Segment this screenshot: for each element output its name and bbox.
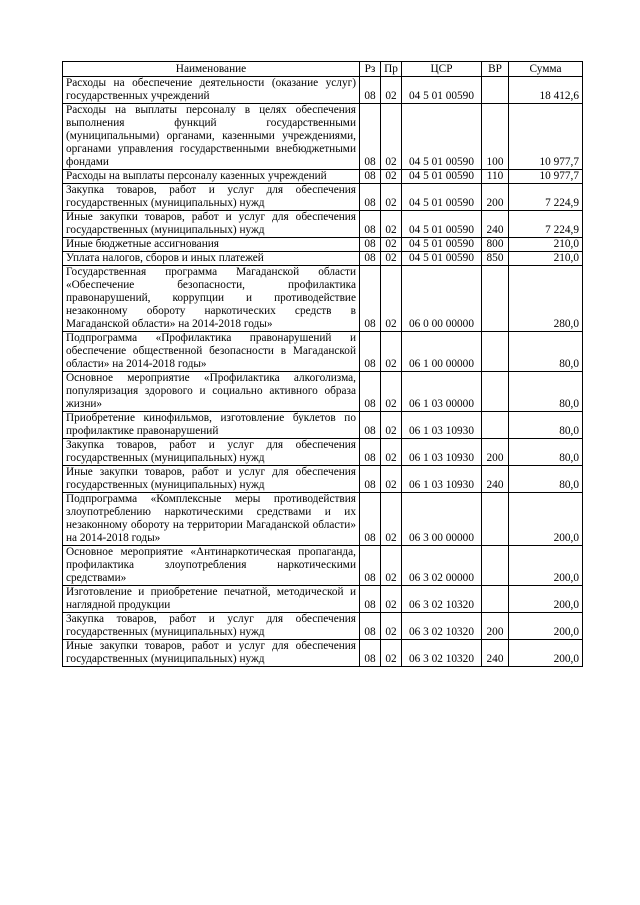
table-row: [63, 332, 583, 372]
table-header-row: [63, 62, 583, 77]
cell-rz: 08: [360, 104, 381, 170]
budget-table: [62, 61, 583, 667]
table-row: [63, 238, 583, 252]
header-vr: ВР: [482, 62, 509, 77]
cell-vr: 200: [482, 184, 509, 211]
cell-rz: 08: [360, 252, 381, 266]
cell-name: Закупка товаров, работ и услуг для обеспечения государственных (муниципальных) нужд: [63, 439, 360, 466]
cell-pr: 02: [381, 184, 402, 211]
cell-sum: 210,0: [509, 238, 583, 252]
cell-csr: 04 5 01 00590: [402, 104, 482, 170]
cell-csr: 04 5 01 00590: [402, 238, 482, 252]
cell-rz: 08: [360, 266, 381, 332]
cell-vr: 240: [482, 466, 509, 493]
cell-name: Изготовление и приобретение печатной, методической и наглядной продукции: [63, 586, 360, 613]
cell-vr: 200: [482, 439, 509, 466]
cell-name: Закупка товаров, работ и услуг для обеспечения государственных (муниципальных) нужд: [63, 184, 360, 211]
table-row: [63, 104, 583, 170]
cell-vr: [482, 266, 509, 332]
table-row: [63, 613, 583, 640]
cell-sum: 80,0: [509, 372, 583, 412]
cell-sum: 80,0: [509, 439, 583, 466]
cell-sum: 7 224,9: [509, 184, 583, 211]
cell-name: Расходы на выплаты персоналу в целях обеспечения выполнения функций государственными (муниципальными) органами, казенными учреждениями, органами управления государственными внебюджетными фондами: [63, 104, 360, 170]
cell-rz: 08: [360, 613, 381, 640]
cell-vr: 240: [482, 640, 509, 667]
cell-vr: [482, 546, 509, 586]
cell-name: Основное мероприятие «Антинаркотическая пропаганда, профилактика злоупотребления наркотическими средствами»: [63, 546, 360, 586]
cell-sum: 80,0: [509, 332, 583, 372]
cell-name: Уплата налогов, сборов и иных платежей: [63, 252, 360, 266]
cell-vr: 200: [482, 613, 509, 640]
cell-name: Государственная программа Магаданской области «Обеспечение безопасности, профилактика правонарушений, коррупции и противодействие незаконному обороту наркотических средств в Магаданской области» на 2014-2018 годы»: [63, 266, 360, 332]
header-name: Наименование: [63, 62, 360, 77]
header-sum: Сумма: [509, 62, 583, 77]
cell-pr: 02: [381, 238, 402, 252]
cell-name: Закупка товаров, работ и услуг для обеспечения государственных (муниципальных) нужд: [63, 613, 360, 640]
cell-pr: 02: [381, 640, 402, 667]
cell-sum: 7 224,9: [509, 211, 583, 238]
cell-csr: 04 5 01 00590: [402, 170, 482, 184]
cell-vr: [482, 332, 509, 372]
cell-rz: 08: [360, 184, 381, 211]
cell-sum: 18 412,6: [509, 77, 583, 104]
cell-vr: 100: [482, 104, 509, 170]
cell-pr: 02: [381, 170, 402, 184]
cell-vr: 240: [482, 211, 509, 238]
cell-vr: [482, 77, 509, 104]
cell-csr: 06 3 02 10320: [402, 586, 482, 613]
cell-vr: [482, 372, 509, 412]
cell-name: Приобретение кинофильмов, изготовление буклетов по профилактике правонарушений: [63, 412, 360, 439]
cell-pr: 02: [381, 77, 402, 104]
cell-csr: 06 3 00 00000: [402, 493, 482, 546]
cell-pr: 02: [381, 493, 402, 546]
cell-pr: 02: [381, 546, 402, 586]
cell-pr: 02: [381, 332, 402, 372]
table-row: [63, 252, 583, 266]
cell-pr: 02: [381, 586, 402, 613]
cell-sum: 80,0: [509, 466, 583, 493]
cell-name: Иные закупки товаров, работ и услуг для обеспечения государственных (муниципальных) нужд: [63, 466, 360, 493]
header-rz: Рз: [360, 62, 381, 77]
cell-csr: 04 5 01 00590: [402, 211, 482, 238]
cell-pr: 02: [381, 372, 402, 412]
cell-sum: 200,0: [509, 640, 583, 667]
cell-name: Подпрограмма «Профилактика правонарушений и обеспечение общественной безопасности в Магаданской области» на 2014-2018 годы»: [63, 332, 360, 372]
cell-sum: 280,0: [509, 266, 583, 332]
cell-vr: [482, 586, 509, 613]
table-row: [63, 170, 583, 184]
table-row: [63, 546, 583, 586]
cell-csr: 06 1 03 10930: [402, 412, 482, 439]
cell-sum: 200,0: [509, 586, 583, 613]
cell-csr: 04 5 01 00590: [402, 77, 482, 104]
cell-name: Расходы на обеспечение деятельности (оказание услуг) государственных учреждений: [63, 77, 360, 104]
table-row: [63, 412, 583, 439]
cell-rz: 08: [360, 640, 381, 667]
cell-name: Подпрограмма «Комплексные меры противодействия злоупотреблению наркотическими средствами и их незаконному обороту на территории Магаданской области» на 2014-2018 годы»: [63, 493, 360, 546]
table-row: [63, 586, 583, 613]
cell-csr: 06 1 03 10930: [402, 466, 482, 493]
table-body: [63, 77, 583, 667]
cell-rz: 08: [360, 586, 381, 613]
cell-vr: 800: [482, 238, 509, 252]
cell-csr: 06 1 00 00000: [402, 332, 482, 372]
cell-vr: 110: [482, 170, 509, 184]
cell-rz: 08: [360, 412, 381, 439]
table-row: [63, 77, 583, 104]
cell-pr: 02: [381, 104, 402, 170]
cell-pr: 02: [381, 266, 402, 332]
cell-pr: 02: [381, 252, 402, 266]
cell-rz: 08: [360, 170, 381, 184]
cell-pr: 02: [381, 466, 402, 493]
cell-rz: 08: [360, 372, 381, 412]
cell-sum: 210,0: [509, 252, 583, 266]
cell-name: Расходы на выплаты персоналу казенных учреждений: [63, 170, 360, 184]
cell-pr: 02: [381, 412, 402, 439]
cell-rz: 08: [360, 546, 381, 586]
table-row: [63, 466, 583, 493]
cell-csr: 06 0 00 00000: [402, 266, 482, 332]
table-row: [63, 640, 583, 667]
table-row: [63, 184, 583, 211]
cell-csr: 06 1 03 10930: [402, 439, 482, 466]
cell-sum: 200,0: [509, 546, 583, 586]
cell-sum: 80,0: [509, 412, 583, 439]
cell-name: Основное мероприятие «Профилактика алкоголизма, популяризация здорового и социально активного образа жизни»: [63, 372, 360, 412]
cell-rz: 08: [360, 466, 381, 493]
header-pr: Пр: [381, 62, 402, 77]
cell-pr: 02: [381, 613, 402, 640]
cell-rz: 08: [360, 439, 381, 466]
cell-vr: 850: [482, 252, 509, 266]
cell-rz: 08: [360, 238, 381, 252]
cell-pr: 02: [381, 439, 402, 466]
cell-vr: [482, 412, 509, 439]
table-row: [63, 439, 583, 466]
cell-rz: 08: [360, 211, 381, 238]
cell-sum: 200,0: [509, 493, 583, 546]
cell-rz: 08: [360, 77, 381, 104]
table-row: [63, 211, 583, 238]
cell-pr: 02: [381, 211, 402, 238]
header-csr: ЦСР: [402, 62, 482, 77]
cell-csr: 04 5 01 00590: [402, 252, 482, 266]
table-row: [63, 266, 583, 332]
cell-rz: 08: [360, 332, 381, 372]
cell-sum: 10 977,7: [509, 170, 583, 184]
table-row: [63, 372, 583, 412]
cell-vr: [482, 493, 509, 546]
table-row: [63, 493, 583, 546]
cell-name: Иные закупки товаров, работ и услуг для обеспечения государственных (муниципальных) нужд: [63, 211, 360, 238]
cell-name: Иные закупки товаров, работ и услуг для обеспечения государственных (муниципальных) нужд: [63, 640, 360, 667]
cell-csr: 04 5 01 00590: [402, 184, 482, 211]
cell-sum: 10 977,7: [509, 104, 583, 170]
cell-csr: 06 3 02 10320: [402, 613, 482, 640]
cell-csr: 06 1 03 00000: [402, 372, 482, 412]
cell-rz: 08: [360, 493, 381, 546]
cell-csr: 06 3 02 10320: [402, 640, 482, 667]
cell-sum: 200,0: [509, 613, 583, 640]
cell-name: Иные бюджетные ассигнования: [63, 238, 360, 252]
cell-csr: 06 3 02 00000: [402, 546, 482, 586]
